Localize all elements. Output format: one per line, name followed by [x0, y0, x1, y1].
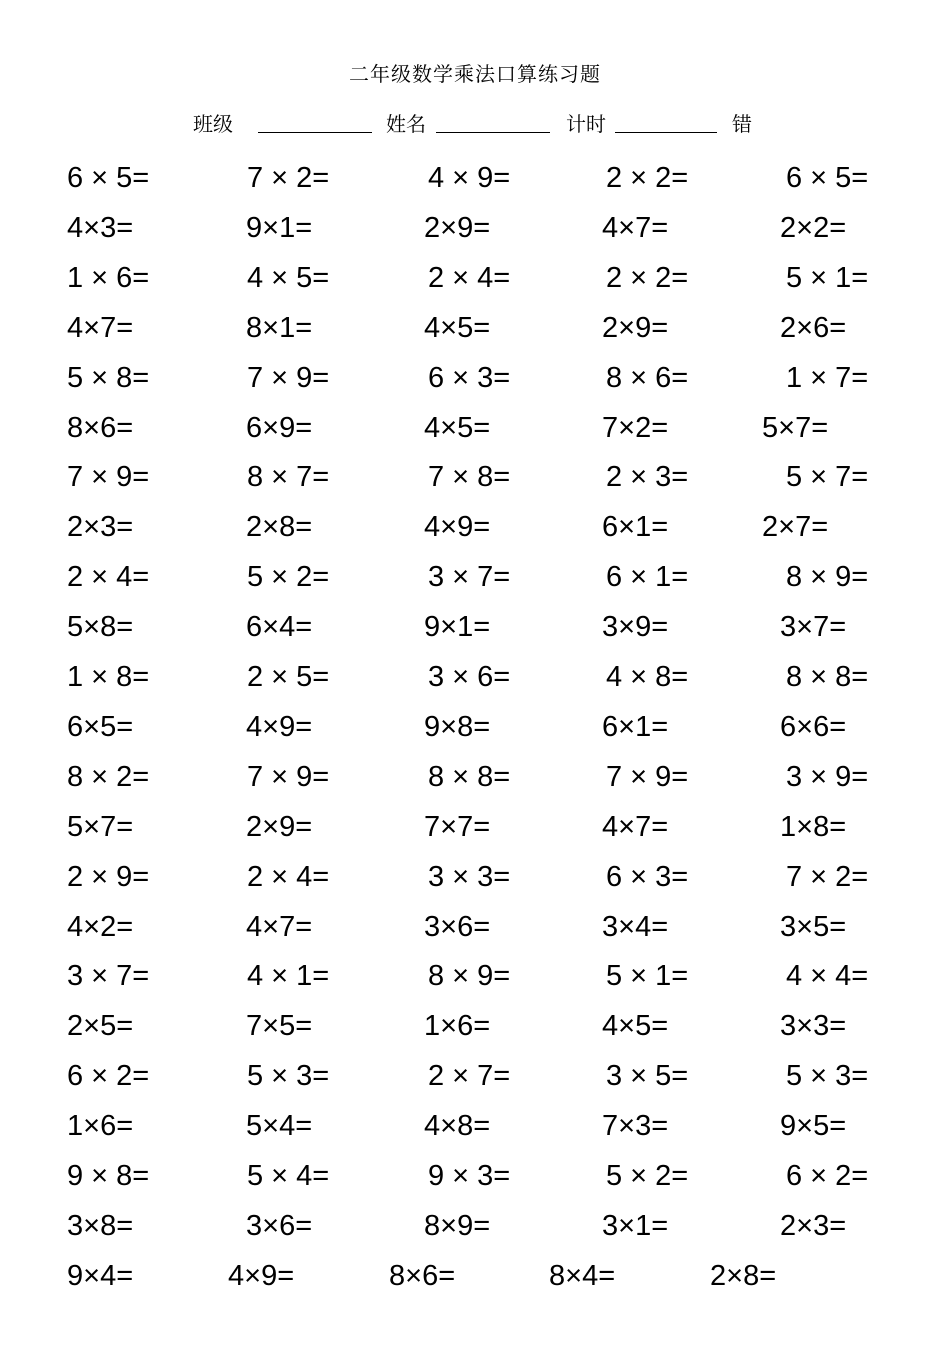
problem-item: 7 × 2= [247, 162, 330, 194]
problem-item: 7×7= [424, 811, 491, 843]
problem-item: 2×6= [780, 312, 847, 344]
name-blank[interactable] [436, 132, 550, 133]
problem-item: 1×6= [424, 1010, 491, 1042]
problem-item: 4×9= [246, 711, 313, 743]
problem-item: 8×6= [389, 1260, 456, 1292]
problem-item: 6 × 5= [67, 162, 150, 194]
class-blank[interactable] [258, 132, 372, 133]
problem-item: 4 × 5= [247, 262, 330, 294]
problem-item: 1 × 7= [786, 362, 869, 394]
problem-item: 7 × 8= [428, 461, 511, 493]
problem-item: 9×5= [780, 1110, 847, 1142]
problem-item: 4×7= [246, 911, 313, 943]
problem-item: 7 × 9= [67, 461, 150, 493]
problem-item: 5×8= [67, 611, 134, 643]
problem-item: 6 × 3= [606, 861, 689, 893]
problem-item: 7×3= [602, 1110, 669, 1142]
time-label: 计时 [566, 112, 606, 136]
problem-item: 2×7= [762, 511, 829, 543]
errors-label: 错 [732, 112, 752, 136]
problem-item: 6 × 3= [428, 362, 511, 394]
problem-item: 8 × 8= [428, 761, 511, 793]
problem-item: 3×9= [602, 611, 669, 643]
problem-item: 7 × 9= [247, 362, 330, 394]
problem-item: 4×9= [424, 511, 491, 543]
problem-item: 7 × 2= [786, 861, 869, 893]
problem-item: 6 × 2= [786, 1160, 869, 1192]
problem-item: 3×3= [780, 1010, 847, 1042]
problem-item: 4 × 1= [247, 960, 330, 992]
problem-item: 7×2= [602, 412, 669, 444]
problem-item: 9×1= [424, 611, 491, 643]
problem-item: 6×1= [602, 511, 669, 543]
problem-item: 7×5= [246, 1010, 313, 1042]
problem-item: 3×1= [602, 1210, 669, 1242]
problem-item: 2 × 4= [67, 561, 150, 593]
problem-item: 2×3= [67, 511, 134, 543]
problem-item: 4 × 9= [428, 162, 511, 194]
problem-item: 5 × 3= [786, 1060, 869, 1092]
problem-item: 5×7= [67, 811, 134, 843]
problem-item: 3×4= [602, 911, 669, 943]
problem-item: 3×6= [424, 911, 491, 943]
problem-item: 3×5= [780, 911, 847, 943]
problem-item: 2 × 5= [247, 661, 330, 693]
problem-item: 4×7= [602, 811, 669, 843]
problem-item: 1×8= [780, 811, 847, 843]
problem-item: 7 × 9= [247, 761, 330, 793]
problem-item: 6×6= [780, 711, 847, 743]
problem-item: 4×7= [602, 212, 669, 244]
problem-item: 8 × 9= [786, 561, 869, 593]
problem-item: 2×3= [780, 1210, 847, 1242]
problem-item: 2×8= [710, 1260, 777, 1292]
student-info-row [0, 108, 950, 138]
problem-item: 2 × 2= [606, 262, 689, 294]
problem-item: 6 × 1= [606, 561, 689, 593]
problem-item: 9×8= [424, 711, 491, 743]
problem-item: 7 × 9= [606, 761, 689, 793]
problem-item: 5 × 3= [247, 1060, 330, 1092]
problem-item: 2 × 9= [67, 861, 150, 893]
problem-item: 2×5= [67, 1010, 134, 1042]
problem-item: 5×7= [762, 412, 829, 444]
problem-item: 1 × 8= [67, 661, 150, 693]
problem-item: 1 × 6= [67, 262, 150, 294]
problem-item: 1×6= [67, 1110, 134, 1142]
problem-item: 2×9= [246, 811, 313, 843]
problem-item: 6×9= [246, 412, 313, 444]
problem-item: 8×9= [424, 1210, 491, 1242]
problem-item: 4×5= [602, 1010, 669, 1042]
problem-item: 2×9= [424, 212, 491, 244]
class-label: 班级 [193, 112, 233, 136]
problem-item: 8×4= [549, 1260, 616, 1292]
problem-item: 5 × 7= [786, 461, 869, 493]
problem-item: 2 × 2= [606, 162, 689, 194]
problem-item: 8 × 2= [67, 761, 150, 793]
problem-item: 5 × 2= [247, 561, 330, 593]
problem-item: 8 × 7= [247, 461, 330, 493]
name-label: 姓名 [386, 112, 426, 136]
problem-item: 5 × 2= [606, 1160, 689, 1192]
problem-item: 3×6= [246, 1210, 313, 1242]
problem-item: 2×9= [602, 312, 669, 344]
problem-item: 5 × 4= [247, 1160, 330, 1192]
problem-item: 4×3= [67, 212, 134, 244]
problem-item: 2 × 4= [428, 262, 511, 294]
problem-item: 2 × 4= [247, 861, 330, 893]
problem-item: 6 × 2= [67, 1060, 150, 1092]
problem-item: 3×8= [67, 1210, 134, 1242]
problem-item: 3 × 7= [428, 561, 511, 593]
problem-item: 8×1= [246, 312, 313, 344]
problem-item: 4×9= [228, 1260, 295, 1292]
problem-item: 4 × 8= [606, 661, 689, 693]
problem-item: 4×5= [424, 412, 491, 444]
problem-item: 6×1= [602, 711, 669, 743]
problem-item: 6×5= [67, 711, 134, 743]
problem-item: 6×4= [246, 611, 313, 643]
time-blank[interactable] [615, 132, 717, 133]
problem-item: 2×8= [246, 511, 313, 543]
problem-item: 9×4= [67, 1260, 134, 1292]
problem-item: 4×2= [67, 911, 134, 943]
problem-item: 3 × 5= [606, 1060, 689, 1092]
problem-item: 5 × 8= [67, 362, 150, 394]
problem-item: 3 × 3= [428, 861, 511, 893]
problem-item: 8 × 8= [786, 661, 869, 693]
problem-item: 8 × 6= [606, 362, 689, 394]
problem-item: 4×7= [67, 312, 134, 344]
problem-item: 9×1= [246, 212, 313, 244]
problem-item: 3 × 6= [428, 661, 511, 693]
problem-item: 3×7= [780, 611, 847, 643]
problem-item: 2 × 3= [606, 461, 689, 493]
problem-item: 2×2= [780, 212, 847, 244]
problem-item: 3 × 7= [67, 960, 150, 992]
problem-item: 9 × 8= [67, 1160, 150, 1192]
problem-item: 4×5= [424, 312, 491, 344]
problem-item: 5 × 1= [606, 960, 689, 992]
problem-item: 8 × 9= [428, 960, 511, 992]
worksheet-title: 二年级数学乘法口算练习题 [349, 62, 601, 86]
problem-item: 2 × 7= [428, 1060, 511, 1092]
problem-item: 8×6= [67, 412, 134, 444]
problem-item: 9 × 3= [428, 1160, 511, 1192]
problem-item: 6 × 5= [786, 162, 869, 194]
problem-item: 4×8= [424, 1110, 491, 1142]
problem-item: 3 × 9= [786, 761, 869, 793]
problem-item: 4 × 4= [786, 960, 869, 992]
problem-item: 5×4= [246, 1110, 313, 1142]
problem-item: 5 × 1= [786, 262, 869, 294]
